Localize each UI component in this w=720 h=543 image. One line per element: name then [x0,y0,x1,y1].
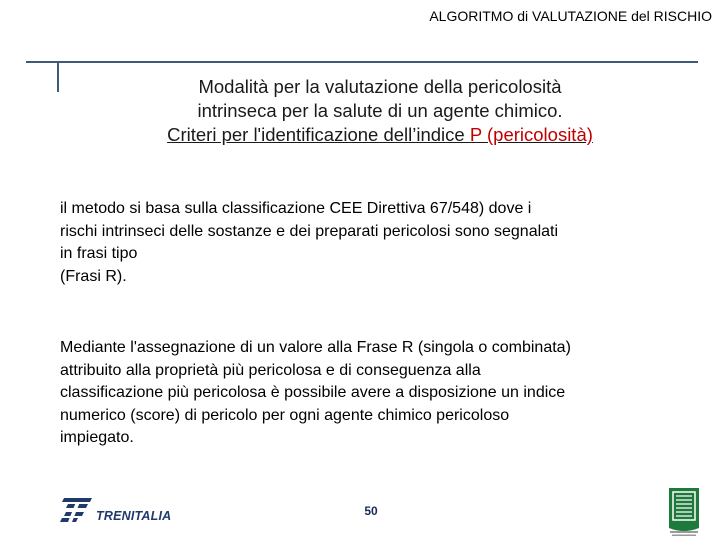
paragraph-1-line: il metodo si basa sulla classificazione CEE Direttiva 67/548) dove i [60,200,532,217]
trenitalia-logo-icon [58,490,94,526]
paragraph-2-line: numerico (score) di pericolo per ogni agente chimico pericoloso [60,406,510,424]
paragraph-2-line: classificazione più pericolosa è possibile avere a disposizione un indice [60,384,566,401]
title-line-3 [40,123,720,147]
header-title: ALGORITMO di VALUTAZIONE del RISCHIO [429,8,712,24]
paragraph-1 [60,198,558,288]
title-line-3-highlight: P (pericolosità) [469,124,593,145]
title-line-1: Modalità per la valutazione della pericolosità [198,76,562,97]
paragraph-2-line: Mediante l'assegnazione di un valore alla Frase R (singola o combinata) [60,339,571,356]
title-line-3-prefix: Criteri per l'identificazione dell’indice [167,124,470,145]
paragraph-1-line: (Frasi R). [60,267,127,285]
paragraph-2 [60,337,571,450]
paragraph-1-line: rischi intrinseci delle sostanze e dei preparati pericolosi sono segnalati [60,222,559,240]
paragraph-2-line: impiegato. [60,429,134,446]
trenitalia-logo [58,490,188,528]
page-number: 50 [364,504,378,518]
slide-title [40,75,720,147]
header-rule [26,61,698,63]
university-crest [664,486,704,538]
title-line-2: intrinseca per la salute di un agente chimico. [197,100,563,121]
trenitalia-logo-text: TRENITALIA [96,509,172,523]
paragraph-1-line: in frasi tipo [60,245,138,262]
paragraph-2-line: attribuito alla proprietà più pericolosa e di conseguenza alla [60,361,481,379]
university-crest-icon [664,486,704,538]
